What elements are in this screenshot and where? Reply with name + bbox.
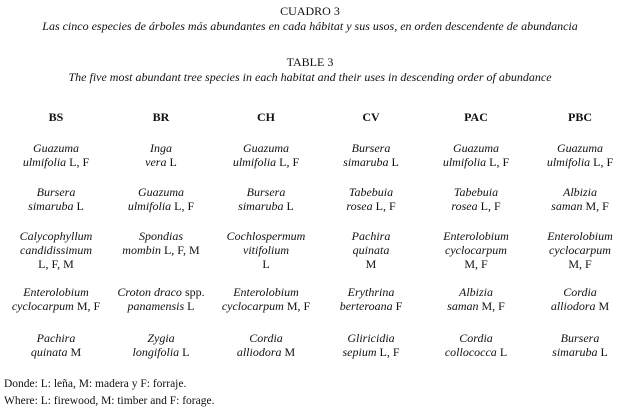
species-epithet-line <box>316 345 426 359</box>
species-genus: Tabebuia <box>453 185 499 199</box>
species-epithet-line <box>211 199 321 213</box>
species-genus-line <box>211 285 321 299</box>
column-header: PBC <box>568 110 592 124</box>
species-epithet-line <box>316 299 426 313</box>
species-genus-line <box>211 331 321 345</box>
species-epithet-line <box>316 155 426 169</box>
species-uses-line <box>316 257 426 271</box>
column-pac <box>421 110 531 359</box>
species-uses: M, F <box>286 299 311 313</box>
species-epithet-line <box>525 243 620 257</box>
species-genus: Enterolobium <box>443 229 509 243</box>
species-cell <box>211 229 321 271</box>
species-cell <box>316 185 426 213</box>
column-header: BS <box>48 110 64 124</box>
species-genus: Pachira <box>36 331 76 345</box>
species-epithet: cyclocarpum <box>445 243 507 257</box>
species-epithet: quinata <box>352 243 390 257</box>
caption-label-es: CUADRO 3 <box>280 4 340 18</box>
footnote-en: Where: L: firewood, M: timber and F: forage. <box>4 395 215 407</box>
species-genus: Guazuma <box>242 141 289 155</box>
species-cell <box>106 185 216 213</box>
species-genus: Guazuma <box>452 141 499 155</box>
species-epithet: saman <box>551 199 583 213</box>
species-epithet: vitifolium <box>243 243 289 257</box>
species-cell <box>1 229 111 271</box>
species-genus: Guazuma <box>137 185 184 199</box>
species-uses: L, F <box>375 199 396 213</box>
species-uses: L, F <box>593 155 614 169</box>
species-cell <box>211 285 321 313</box>
species-epithet: collococca <box>444 345 497 359</box>
species-genus: Bursera <box>36 185 76 199</box>
species-genus: Guazuma <box>556 141 603 155</box>
column-header: PAC <box>464 110 488 124</box>
species-cell <box>421 285 531 313</box>
species-genus-line <box>1 229 111 243</box>
species-uses: L, F <box>489 155 510 169</box>
species-uses: L <box>499 345 508 359</box>
species-cell <box>1 185 111 213</box>
species-uses: M, F <box>464 257 488 271</box>
species-uses: L <box>286 199 294 213</box>
species-cell <box>211 331 321 359</box>
column-cv <box>316 110 426 359</box>
species-uses: L, F <box>379 345 400 359</box>
species-genus-line <box>1 141 111 155</box>
species-epithet: simaruba <box>343 155 389 169</box>
species-epithet-line <box>1 199 111 213</box>
column-header: BR <box>152 110 170 124</box>
species-cell <box>525 285 620 313</box>
species-epithet: berteroana <box>339 299 393 313</box>
species-uses: L <box>76 199 84 213</box>
species-genus-line <box>316 331 426 345</box>
species-epithet: longifolia <box>132 345 180 359</box>
species-genus: Albizia <box>562 185 597 199</box>
species-uses: L <box>391 155 399 169</box>
species-cell <box>1 285 111 313</box>
species-epithet: simaruba <box>238 199 284 213</box>
species-cell <box>211 185 321 213</box>
species-genus: Zygia <box>147 331 175 345</box>
caption-label-en: TABLE 3 <box>286 55 334 69</box>
species-epithet: quinata <box>30 345 68 359</box>
species-genus: Cochlospermum <box>226 229 306 243</box>
species-uses-line <box>211 257 321 271</box>
species-uses: M <box>598 299 610 313</box>
species-genus: Enterolobium <box>547 229 613 243</box>
species-genus: Bursera <box>560 331 600 345</box>
species-genus: Cordia <box>459 331 493 345</box>
species-epithet: cyclocarpum <box>221 299 284 313</box>
species-uses: L <box>262 257 270 271</box>
column-br <box>106 110 216 359</box>
species-genus: Croton draco <box>117 285 182 299</box>
species-epithet-line <box>525 199 620 213</box>
species-cell <box>525 331 620 359</box>
species-genus: Gliricidia <box>347 331 395 345</box>
species-genus: Albizia <box>458 285 493 299</box>
species-cell <box>525 185 620 213</box>
species-genus-line <box>525 185 620 199</box>
species-genus: Calycophyllum <box>19 229 93 243</box>
species-genus: Tabebuia <box>348 185 394 199</box>
species-genus-line <box>421 229 531 243</box>
species-epithet-line <box>421 199 531 213</box>
species-epithet-line <box>421 345 531 359</box>
species-genus: Cordia <box>249 331 283 345</box>
species-epithet: alliodora <box>236 345 282 359</box>
species-epithet-line <box>211 243 321 257</box>
species-uses: L <box>187 299 195 313</box>
species-epithet-line <box>316 199 426 213</box>
species-genus: Spondias <box>138 229 183 243</box>
species-epithet: alliodora <box>550 299 596 313</box>
column-pbc <box>525 110 620 359</box>
species-genus-line <box>525 285 620 299</box>
species-genus-line <box>316 141 426 155</box>
species-uses: M, F <box>585 199 609 213</box>
species-uses: L <box>169 155 177 169</box>
species-epithet-line <box>421 243 531 257</box>
species-cell <box>106 331 216 359</box>
species-epithet-line <box>525 299 620 313</box>
species-epithet-line <box>211 345 321 359</box>
species-genus-line <box>421 141 531 155</box>
species-genus-line <box>106 331 216 345</box>
species-epithet: candidissimum <box>20 243 92 257</box>
species-uses: L <box>182 345 190 359</box>
species-cell <box>421 331 531 359</box>
species-cell <box>316 285 426 313</box>
species-genus-line <box>1 331 111 345</box>
species-epithet-line <box>211 155 321 169</box>
species-cell <box>1 331 111 359</box>
species-epithet-line <box>106 199 216 213</box>
species-genus-line <box>211 185 321 199</box>
species-epithet: sepium <box>342 345 377 359</box>
species-epithet: ulmifolia <box>22 155 67 169</box>
species-cell <box>421 229 531 271</box>
species-epithet-line <box>421 299 531 313</box>
caption-title-en: The five most abundant tree species in each habitat and their uses in descending order of abundance <box>68 70 552 84</box>
species-genus: Bursera <box>246 185 286 199</box>
species-cell <box>1 141 111 169</box>
species-genus-line <box>106 141 216 155</box>
species-uses: L, F <box>480 199 501 213</box>
species-epithet-line <box>316 243 426 257</box>
column-ch <box>211 110 321 359</box>
species-genus: Enterolobium <box>233 285 299 299</box>
species-uses: L, F <box>69 155 90 169</box>
species-genus: Guazuma <box>32 141 79 155</box>
species-epithet: ulmifolia <box>232 155 277 169</box>
caption-title-es: Las cinco especies de árboles más abundantes en cada hábitat y sus usos, en orden descendente de abundancia <box>42 19 578 33</box>
species-uses: L, F, M <box>38 257 74 271</box>
species-epithet: rosea <box>346 199 373 213</box>
species-uses: M <box>70 345 82 359</box>
species-genus: Bursera <box>351 141 391 155</box>
species-uses-line <box>525 257 620 271</box>
species-epithet: cyclocarpum <box>549 243 611 257</box>
species-epithet: ulmifolia <box>127 199 172 213</box>
species-epithet-line <box>106 155 216 169</box>
species-genus-line <box>525 229 620 243</box>
column-bs <box>1 110 111 359</box>
species-genus-line <box>525 141 620 155</box>
species-genus-line <box>316 229 426 243</box>
species-epithet-line <box>525 345 620 359</box>
species-genus: Enterolobium <box>23 285 89 299</box>
species-epithet: mombin <box>122 243 161 257</box>
species-epithet-line <box>106 345 216 359</box>
column-header: CH <box>257 110 275 124</box>
species-uses: M <box>284 345 296 359</box>
species-uses: L, F <box>279 155 300 169</box>
species-cell <box>525 141 620 169</box>
species-genus-line <box>421 285 531 299</box>
species-epithet-line <box>106 299 216 313</box>
species-genus-line <box>525 331 620 345</box>
species-epithet-line <box>211 299 321 313</box>
species-cell <box>421 141 531 169</box>
species-uses-line <box>421 257 531 271</box>
species-genus-line <box>211 141 321 155</box>
species-epithet: panamensis <box>127 299 185 313</box>
species-cell <box>316 229 426 271</box>
species-uses: M, F <box>76 299 101 313</box>
species-uses-line <box>1 257 111 271</box>
species-genus-line <box>1 285 111 299</box>
species-genus-line <box>421 331 531 345</box>
species-epithet-line <box>1 299 111 313</box>
species-uses: L, F <box>174 199 195 213</box>
species-genus: Erythrina <box>347 285 395 299</box>
species-epithet-line <box>525 155 620 169</box>
species-genus-line <box>106 229 216 243</box>
species-genus-line <box>106 285 216 299</box>
species-cell <box>421 185 531 213</box>
species-genus-line <box>316 185 426 199</box>
species-epithet: simaruba <box>28 199 74 213</box>
species-genus: Inga <box>150 141 172 155</box>
species-genus: Cordia <box>563 285 597 299</box>
species-epithet: vera <box>145 155 167 169</box>
species-cell <box>525 229 620 271</box>
column-header: CV <box>362 110 380 124</box>
species-genus-line <box>316 285 426 299</box>
species-uses: L, F, M <box>163 243 200 257</box>
species-uses: M, F <box>481 299 505 313</box>
species-epithet: ulmifolia <box>546 155 591 169</box>
species-cell <box>106 141 216 169</box>
species-genus-line <box>211 229 321 243</box>
species-cell <box>316 141 426 169</box>
species-epithet: rosea <box>451 199 478 213</box>
species-epithet-line <box>1 243 111 257</box>
species-uses: F <box>395 299 403 313</box>
species-cell <box>211 141 321 169</box>
species-uses: M, F <box>568 257 592 271</box>
species-epithet: ulmifolia <box>442 155 487 169</box>
species-genus-line <box>106 185 216 199</box>
species-epithet: cyclocarpum <box>11 299 74 313</box>
species-epithet: saman <box>447 299 479 313</box>
species-uses: M <box>365 257 377 271</box>
species-genus-suffix: spp. <box>184 285 205 299</box>
species-epithet: simaruba <box>552 345 598 359</box>
footnote-es: Donde: L: leña, M: madera y F: forraje. <box>4 378 187 390</box>
species-epithet-line <box>106 243 216 257</box>
species-epithet-line <box>1 345 111 359</box>
species-uses: L <box>600 345 608 359</box>
species-genus-line <box>1 185 111 199</box>
species-genus: Pachira <box>351 229 391 243</box>
species-epithet-line <box>1 155 111 169</box>
species-cell <box>106 285 216 313</box>
species-cell <box>106 229 216 257</box>
species-cell <box>316 331 426 359</box>
species-genus-line <box>421 185 531 199</box>
species-epithet-line <box>421 155 531 169</box>
